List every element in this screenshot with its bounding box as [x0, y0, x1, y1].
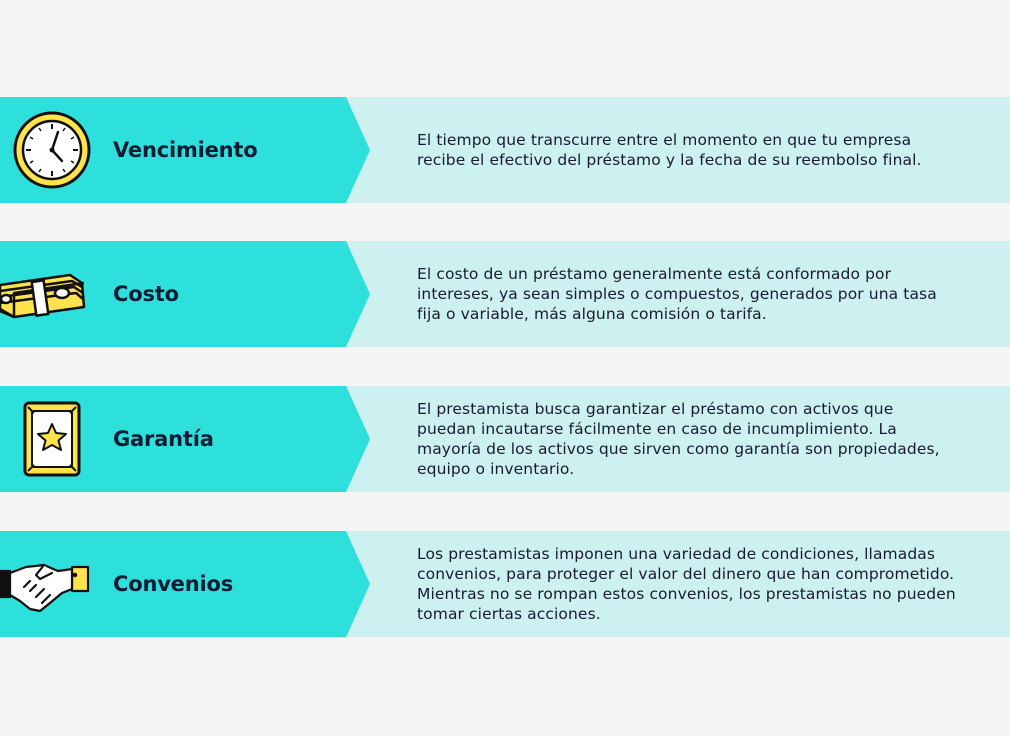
term-description: El tiempo que transcurre entre el momento en que tu empresa recibe el efectivo del préstamo y la fecha de su reembolso final. [417, 131, 922, 169]
term-description: El prestamista busca garantizar el préstamo con activos que puedan incautarse fácilmente en caso de incumplimiento. La mayoría de los activos que sirven como garantía son propiedades, equipo o inventario. [417, 400, 940, 478]
certificate-icon [0, 386, 100, 492]
term-title: Vencimiento [113, 138, 258, 162]
term-row-costo [0, 241, 1010, 347]
term-title: Costo [113, 282, 179, 306]
term-description: El costo de un préstamo generalmente está conformado por intereses, ya sean simples o compuestos, generados por una tasa fija o variable, más alguna comisión o tarifa. [417, 265, 937, 323]
term-row-garantia [0, 386, 1010, 492]
term-title: Garantía [113, 427, 214, 451]
term-description: Los prestamistas imponen una variedad de condiciones, llamadas convenios, para proteger el valor del dinero que han comprometido. Mientras no se rompan estos convenios, los prestamistas no pueden tomar ciertas acciones. [417, 545, 956, 623]
term-row-vencimiento [0, 97, 1010, 203]
term-title: Convenios [113, 572, 233, 596]
term-row-convenios [0, 531, 1010, 637]
clock-icon [0, 97, 100, 203]
handshake-icon [0, 531, 100, 637]
money-stack-icon [0, 241, 100, 347]
